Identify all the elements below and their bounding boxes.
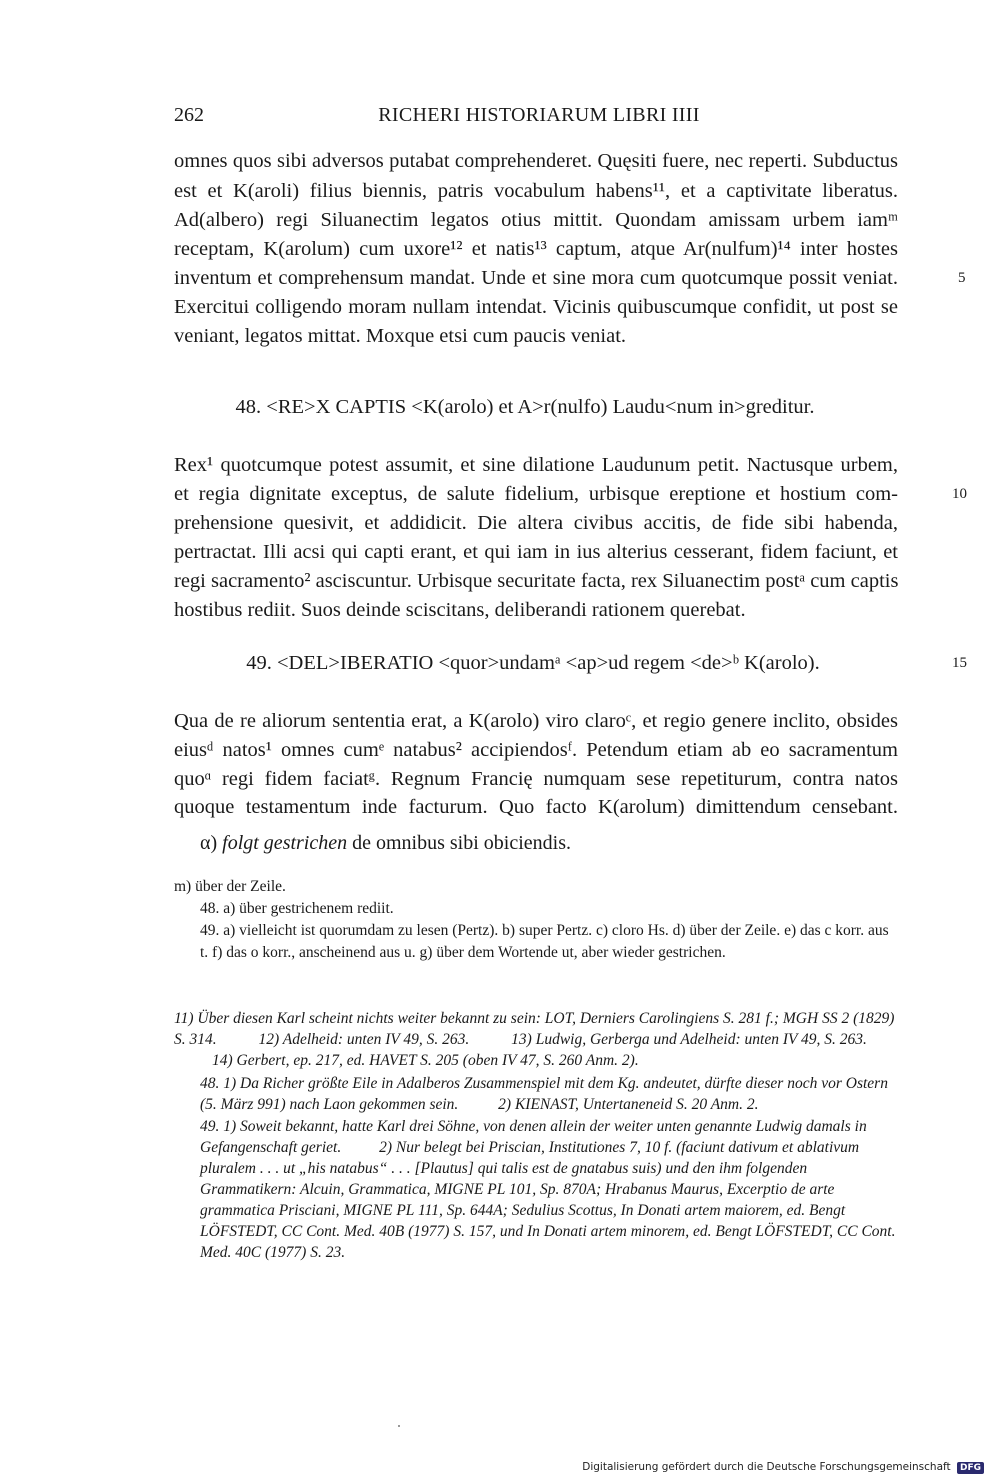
apparatus-49-text: 49. a) vielleicht ist quorumdam zu lesen (Pertz). b) super Pertz. c) cloro Hs. d) über der Zeile. e) das c korr. aus t. f) das o korr., anscheinend aus u. g) über dem Wortende ut, aber wieder gestrichen. [200, 922, 889, 961]
alpha-note-italic: folgt gestrichen [222, 832, 348, 854]
alpha-note [200, 832, 571, 855]
note-49-1: 49. 1) Soweit bekannt, hatte Karl drei Söhne, von denen allein der weiter unten genannte Ludwig damals in Gefangenschaft geriet. [200, 1118, 867, 1156]
note-13: 13) Ludwig, Gerberga und Adelheid: unten IV 49, S. 263. [511, 1031, 867, 1048]
apparatus-entry: m) über der Zeile. [174, 878, 286, 895]
text-line: Ad(albero) regi Siluanectim legatos otius mittit. Quondam amissam urbem iamᵐ [174, 209, 898, 231]
text-line: inventum et comprehensum mandat. Unde et sine mora cum quotcumque possit veniat. [174, 267, 898, 289]
footer [582, 1461, 984, 1474]
note-11: 11) Über diesen Karl scheint nichts weiter bekannt zu sein: LOT, Derniers Carolingiens S. 281 f.; MGH SS 2 (1829) S. 314. [174, 1010, 895, 1048]
text-line: eiusᵈ natos¹ omnes cumᵉ natabus² accipiendosᶠ. Petendum etiam ab eo sacramentum [174, 739, 898, 761]
scan-speck [398, 1425, 400, 1427]
note-49 [174, 1116, 898, 1263]
text-line: et regia dignitate exceptus, de salute fidelium, urbisque ereptione et hostium com- [174, 483, 898, 505]
text-line: receptam, K(arolum) cum uxore¹² et natis¹³ captum, atque Ar(nulfum)¹⁴ inter hostes [174, 238, 898, 260]
text-line: quoᵅ regi fidem faciatᵍ. Regnum Francię numquam sese repetiturum, contra natos [174, 768, 898, 790]
chapter-heading-49: 49. <DEL>IBERATIO <quor>undamᵃ <ap>ud regem <de>ᵇ K(arolo). [246, 652, 820, 674]
text-line: Rex¹ quotcumque potest assumit, et sine dilatione Laudunum petit. Nactusque urbem, [174, 454, 898, 476]
note-11-14 [174, 1008, 898, 1071]
text-line: prehensione quesivit, et addidicit. Die altera civibus accitis, de fide sibi habenda, [174, 512, 898, 534]
text-line: hostibus rediit. Suos deinde sciscitans, deliberandi rationem querebat. [174, 599, 746, 621]
text-line: veniant, legatos mittat. Moxque etsi cum paucis veniat. [174, 325, 627, 347]
note-48-2: 2) KIENAST, Untertaneneid S. 20 Anm. 2. [498, 1096, 759, 1113]
footer-text: Digitalisierung gefördert durch die Deutsche Forschungsgemeinschaft [582, 1461, 951, 1473]
apparatus-entry: 48. a) über gestrichenem rediit. [200, 900, 394, 917]
page-number: 262 [174, 104, 204, 126]
text-line: omnes quos sibi adversos putabat comprehenderet. Quęsiti fuere, nec reperti. Subductus [174, 150, 898, 172]
line-number: 10 [952, 486, 967, 502]
chapter-heading-48: 48. <RE>X CAPTIS <K(arolo) et A>r(nulfo) Laudu<num in>greditur. [235, 396, 815, 418]
alpha-note-label: α) [200, 832, 218, 854]
line-number: 5 [958, 270, 966, 286]
running-title [0, 104, 1000, 127]
note-14: 14) Gerbert, ep. 217, ed. HAVET S. 205 (oben IV 47, S. 260 Anm. 2). [212, 1052, 639, 1069]
text-line: quoque testamentum inde facturum. Quo facto K(arolum) dimittendum censebant. [174, 796, 898, 818]
text-line: Exercitui colligendo moram nullam intendat. Vicinis quibuscumque confidit, ut post se [174, 296, 898, 318]
alpha-note-text: de omnibus sibi obiciendis. [352, 832, 572, 854]
apparatus-entry [174, 920, 898, 964]
text-line: Qua de re aliorum sententia erat, a K(arolo) viro claroᶜ, et regio genere inclito, obsides [174, 710, 898, 732]
line-number: 15 [952, 655, 967, 671]
note-48 [200, 1073, 898, 1115]
note-12: 12) Adelheid: unten IV 49, S. 263. [258, 1031, 470, 1048]
dfg-logo: DFG [957, 1462, 984, 1474]
text-line: pertractat. Illi acsi qui capti erant, et qui iam in ius alterius cesserant, fidem faciunt, et [174, 541, 898, 563]
text-line: regi sacramento² asciscuntur. Urbisque securitate facta, rex Siluanectim postᵃ cum captis [174, 570, 899, 592]
note-49-2: 2) Nur belegt bei Priscian, Institutiones 7, 10 f. (faciunt dativum et ablativum pluralem . . . ut „his natabus“ . . . [Plautus] qui talis est de gnatabus suis) und den ihm folgenden Grammatikern: Alcuin, Grammatica, MIGNE PL 101, Sp. 870A; Hrabanus Maurus, Excerptio de arte grammatica Prisciani, MIGNE PL 111, Sp. 644A; Sedulius Scottus, In Donati artem maiorem, ed. Bengt LÖFSTEDT, CC Cont. Med. 40B (1977) S. 157, und In Donati artem minorem, ed. Bengt LÖFSTEDT, CC Cont. Med. 40C (1977) S. 23. [200, 1139, 896, 1261]
text-line: est et K(aroli) filius biennis, patris vocabulum habens¹¹, et a captivitate liberatus. [174, 180, 898, 202]
running-title-text: RICHERI HISTORIARUM LIBRI IIII [378, 104, 700, 126]
note-48-1: 48. 1) Da Richer größte Eile in Adalberos Zusammenspiel mit dem Kg. andeutet, dürfte dieser noch vor Ostern (5. März 991) nach Laon gekommen sein. [200, 1075, 888, 1113]
